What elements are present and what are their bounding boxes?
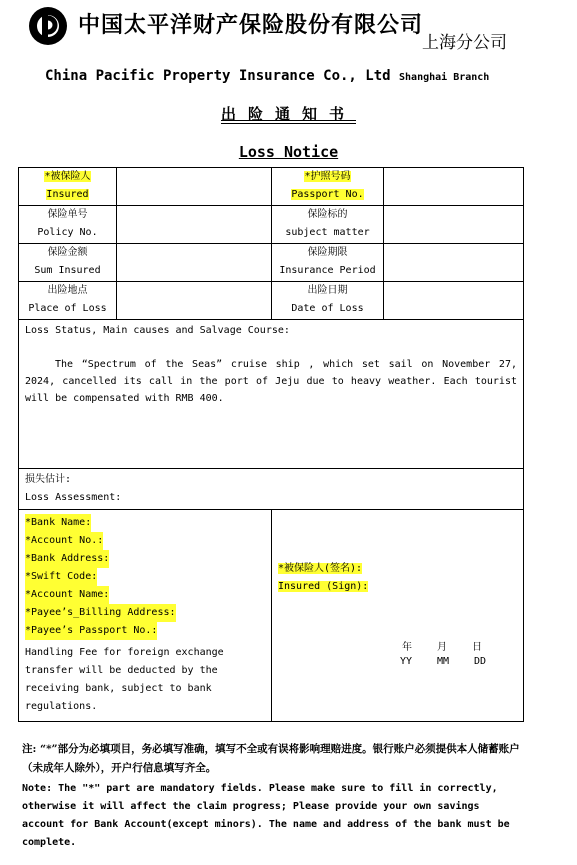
insured-sign-en: Insured (Sign): [278,581,369,592]
account-no-field[interactable]: *Account No.: [25,532,103,550]
loss-status-text: The “Spectrum of the Seas” cruise ship , which set sail on November 27, 2024, cancelled its call in the port of Jeju due to heavy weather. Each tourist will be compensated with RMB 400. [25,359,517,404]
date-of-loss-label [272,282,384,320]
year-label-en: YY [400,656,413,667]
signature-section [272,510,524,722]
form-row [19,469,524,510]
sign-date-en [400,656,486,667]
form-row [19,168,524,206]
company-name-cn: 中国太平洋财产保险股份有限公司 [78,12,424,38]
place-of-loss-label-en: Place of Loss [28,303,107,314]
policy-value[interactable] [117,206,272,244]
subject-matter-label [272,206,384,244]
form-title-en-text: Loss Notice [238,143,339,161]
passport-value[interactable] [384,168,524,206]
place-of-loss-label [19,282,117,320]
month-label-en: MM [436,656,450,667]
swift-code-field[interactable]: *Swift Code: [25,568,97,586]
form-row [19,244,524,282]
note-en: Note: The "*" part are mandatory fields. Please make sure to fill in correctly, otherwise it will affect the claim progress; Please provide your own savings account for Bank Account(except minors). The name and address of the bank must be complete. [22,783,510,848]
form-title-cn [0,103,577,124]
handling-fee-note: Handling Fee for foreign exchange transfer will be deducted by the receiving bank, subject to bank regulations. [25,647,224,712]
day-label-cn: 日 [472,642,482,653]
place-of-loss-label-cn: 出险地点 [47,285,88,296]
date-of-loss-label-en: Date of Loss [291,303,364,314]
bank-info-section [19,510,272,722]
sum-insured-label [19,244,117,282]
payee-passport-field[interactable]: *Payee’s Passport No.: [25,622,157,640]
month-label-cn: 月 [437,642,447,653]
note-cn: 注: “*”部分为必填项目，务必填写准确，填写不全或有误将影响理赔进度。银行账户必须提供本人储蓄账户（未成年人除外），开户行信息填写齐全。 [22,743,520,774]
policy-label-en: Policy No. [37,227,98,238]
insured-sign-cn: *被保险人(签名): [278,563,363,574]
form-title-en [0,143,577,161]
form-row [19,206,524,244]
day-label-en: DD [473,656,486,667]
form-row [19,282,524,320]
subject-matter-value[interactable] [384,206,524,244]
form-row [19,510,524,722]
insurance-period-value[interactable] [384,244,524,282]
subject-matter-label-cn: 保险标的 [307,209,348,220]
loss-notice-form [18,167,524,722]
branch-name-en: Shanghai Branch [399,72,490,83]
insured-label-en: Insured [46,189,89,200]
company-name-en [45,68,489,84]
insured-value[interactable] [117,168,272,206]
branch-name-cn: 上海分公司 [422,33,507,53]
passport-label-cn: *护照号码 [304,171,351,182]
year-label-cn: 年 [402,642,412,653]
company-name-en-text: China Pacific Property Insurance Co., Ltd [45,68,391,84]
place-of-loss-value[interactable] [117,282,272,320]
date-of-loss-label-cn: 出险日期 [307,285,348,296]
passport-label [272,168,384,206]
form-row [19,320,524,469]
subject-matter-label-en: subject matter [285,227,370,238]
passport-label-en: Passport No. [291,189,364,200]
insured-sign[interactable] [278,560,368,596]
insured-label [19,168,117,206]
bank-address-field[interactable]: *Bank Address: [25,550,109,568]
insurance-period-label-cn: 保险期限 [307,247,348,258]
insurance-period-label-en: Insurance Period [279,265,376,276]
form-title-cn-text: 出险通知书 [220,105,356,123]
policy-label-cn: 保险单号 [47,209,88,220]
payee-billing-address-field[interactable]: *Payee’s_Billing Address: [25,604,176,622]
sum-insured-value[interactable] [117,244,272,282]
insured-label-cn: *被保险人 [44,171,91,182]
sign-date-cn [402,638,482,653]
sum-insured-label-en: Sum Insured [34,265,101,276]
date-of-loss-value[interactable] [384,282,524,320]
insurance-period-label [272,244,384,282]
sum-insured-label-cn: 保险金额 [47,247,88,258]
account-name-field[interactable]: *Account Name: [25,586,109,604]
company-logo [28,6,68,46]
loss-assessment-section[interactable] [19,469,524,510]
policy-label [19,206,117,244]
loss-status-section[interactable] [19,320,524,469]
loss-status-label: Loss Status, Main causes and Salvage Course: [25,325,290,336]
loss-assessment-label-en: Loss Assessment: [25,492,122,503]
bank-name-field[interactable]: *Bank Name: [25,514,91,532]
loss-assessment-label-cn: 损失估计: [25,474,72,485]
